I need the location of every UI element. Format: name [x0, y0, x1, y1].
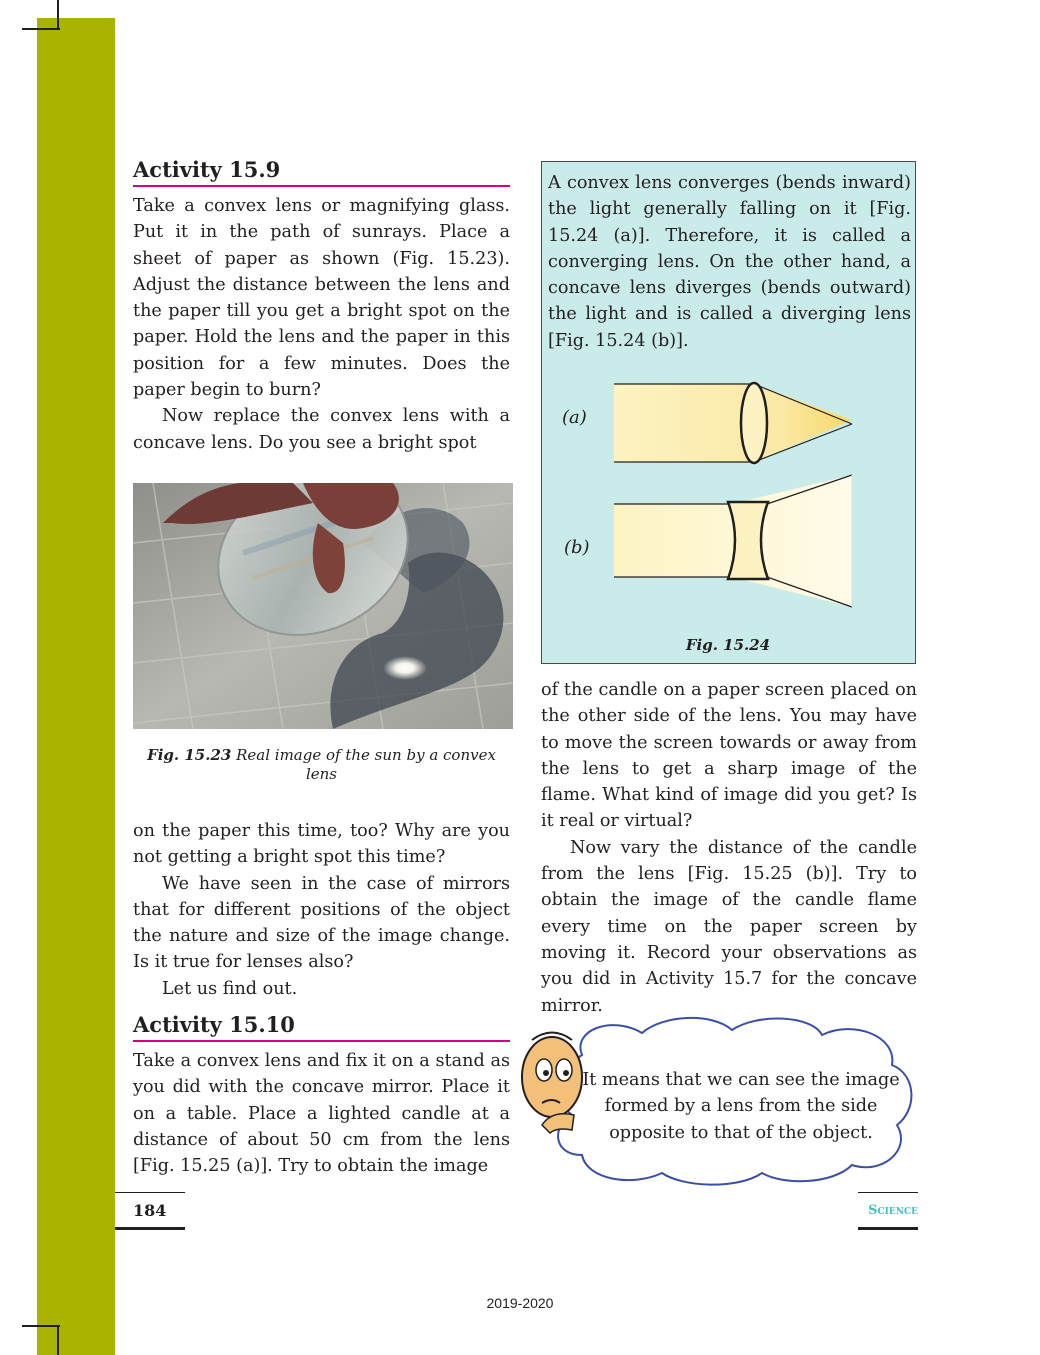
concave-lens-shape [728, 502, 768, 579]
book-title: Science [868, 1203, 918, 1218]
label-b: (b) [564, 537, 590, 558]
concave-beam [614, 475, 852, 607]
footer-rule-right-top [858, 1192, 918, 1193]
paragraph: of the candle on a paper screen placed on the other side of the lens. You may have to move the screen towards or away from the lens to get a sharp image of the flame. What kind of image did you get? Is it real or virtual? [541, 680, 917, 832]
lens-ray-diagram [542, 372, 914, 622]
figure-15-24-label: Fig. 15.24 [685, 636, 771, 654]
paragraph: on the paper this time, too? Why are you not getting a bright spot this time? [133, 821, 510, 868]
activity-heading: Activity 15.9 [133, 157, 510, 187]
crop-mark-bottom-horizontal [22, 1325, 60, 1327]
paragraph: Now vary the distance of the candle from the lens [Fig. 15.25 (b)]. Try to obtain the image of the candle flame every time on the paper screen by moving it. Record your observations as you did in Activity 15.7 for the concave mirror. [541, 837, 917, 1016]
sidebar-band [37, 18, 115, 1355]
label-a: (a) [562, 407, 587, 428]
page-number: 184 [133, 1201, 167, 1220]
paragraph: Let us find out. [162, 978, 298, 999]
footer-rule-left-bottom [115, 1227, 185, 1230]
activity-heading: Activity 15.10 [133, 1012, 510, 1042]
lens-info-box [541, 161, 916, 664]
convex-lens-shape [741, 383, 767, 463]
crop-mark-top-vertical [57, 0, 59, 30]
thought-bubble-text: It means that we can see the image formed by a lens from the side opposite to that of the object. [582, 1070, 900, 1143]
left-column-continued [133, 818, 510, 1002]
figure-15-23-caption [133, 746, 510, 784]
right-column-continued [541, 677, 917, 1019]
paragraph: Take a convex lens or magnifying glass. Put it in the path of sunrays. Place a sheet of paper as shown (Fig. 15.23). Adjust the distance between the lens and the paper till you get a bright spot on the paper. Hold the lens and the paper in this position for a few minutes. Does the paper begin to burn? [133, 196, 510, 401]
crop-mark-top-horizontal [22, 28, 60, 30]
edition-year: 2019-2020 [486, 1295, 554, 1311]
figure-label: Fig. 15.23 [147, 746, 232, 764]
thinking-character-icon [522, 1033, 582, 1134]
activity-15-9-section [133, 157, 510, 456]
paragraph: Now replace the convex lens with a concave lens. Do you see a bright spot [133, 406, 510, 453]
paragraph: Take a convex lens and fix it on a stand as you did with the concave mirror. Place it on a table. Place a lighted candle at a distance of about 50 cm from the lens [Fig. 15.25 (a)]. Try to obtain the image [133, 1051, 510, 1177]
figure-caption-text: Real image of the sun by a convex lens [236, 746, 496, 783]
paragraph: We have seen in the case of mirrors that for different positions of the object the nature and size of the image change. Is it true for lenses also? [133, 873, 510, 973]
photo-lens-sunlight [133, 483, 513, 729]
crop-mark-bottom-vertical [57, 1325, 59, 1355]
activity-15-10-section [133, 1012, 510, 1179]
footer-rule-left-top [115, 1192, 185, 1193]
convex-beam [614, 384, 852, 462]
footer-rule-right-bottom [858, 1227, 918, 1230]
info-box-text: A convex lens converges (bends inward) the light generally falling on it [Fig. 15.24 (a)]. Therefore, it is called a converging lens. On the other hand, a concave lens diverges (bends outward) the light and is called a diverging lens [Fig. 15.24 (b)]. [548, 173, 911, 351]
